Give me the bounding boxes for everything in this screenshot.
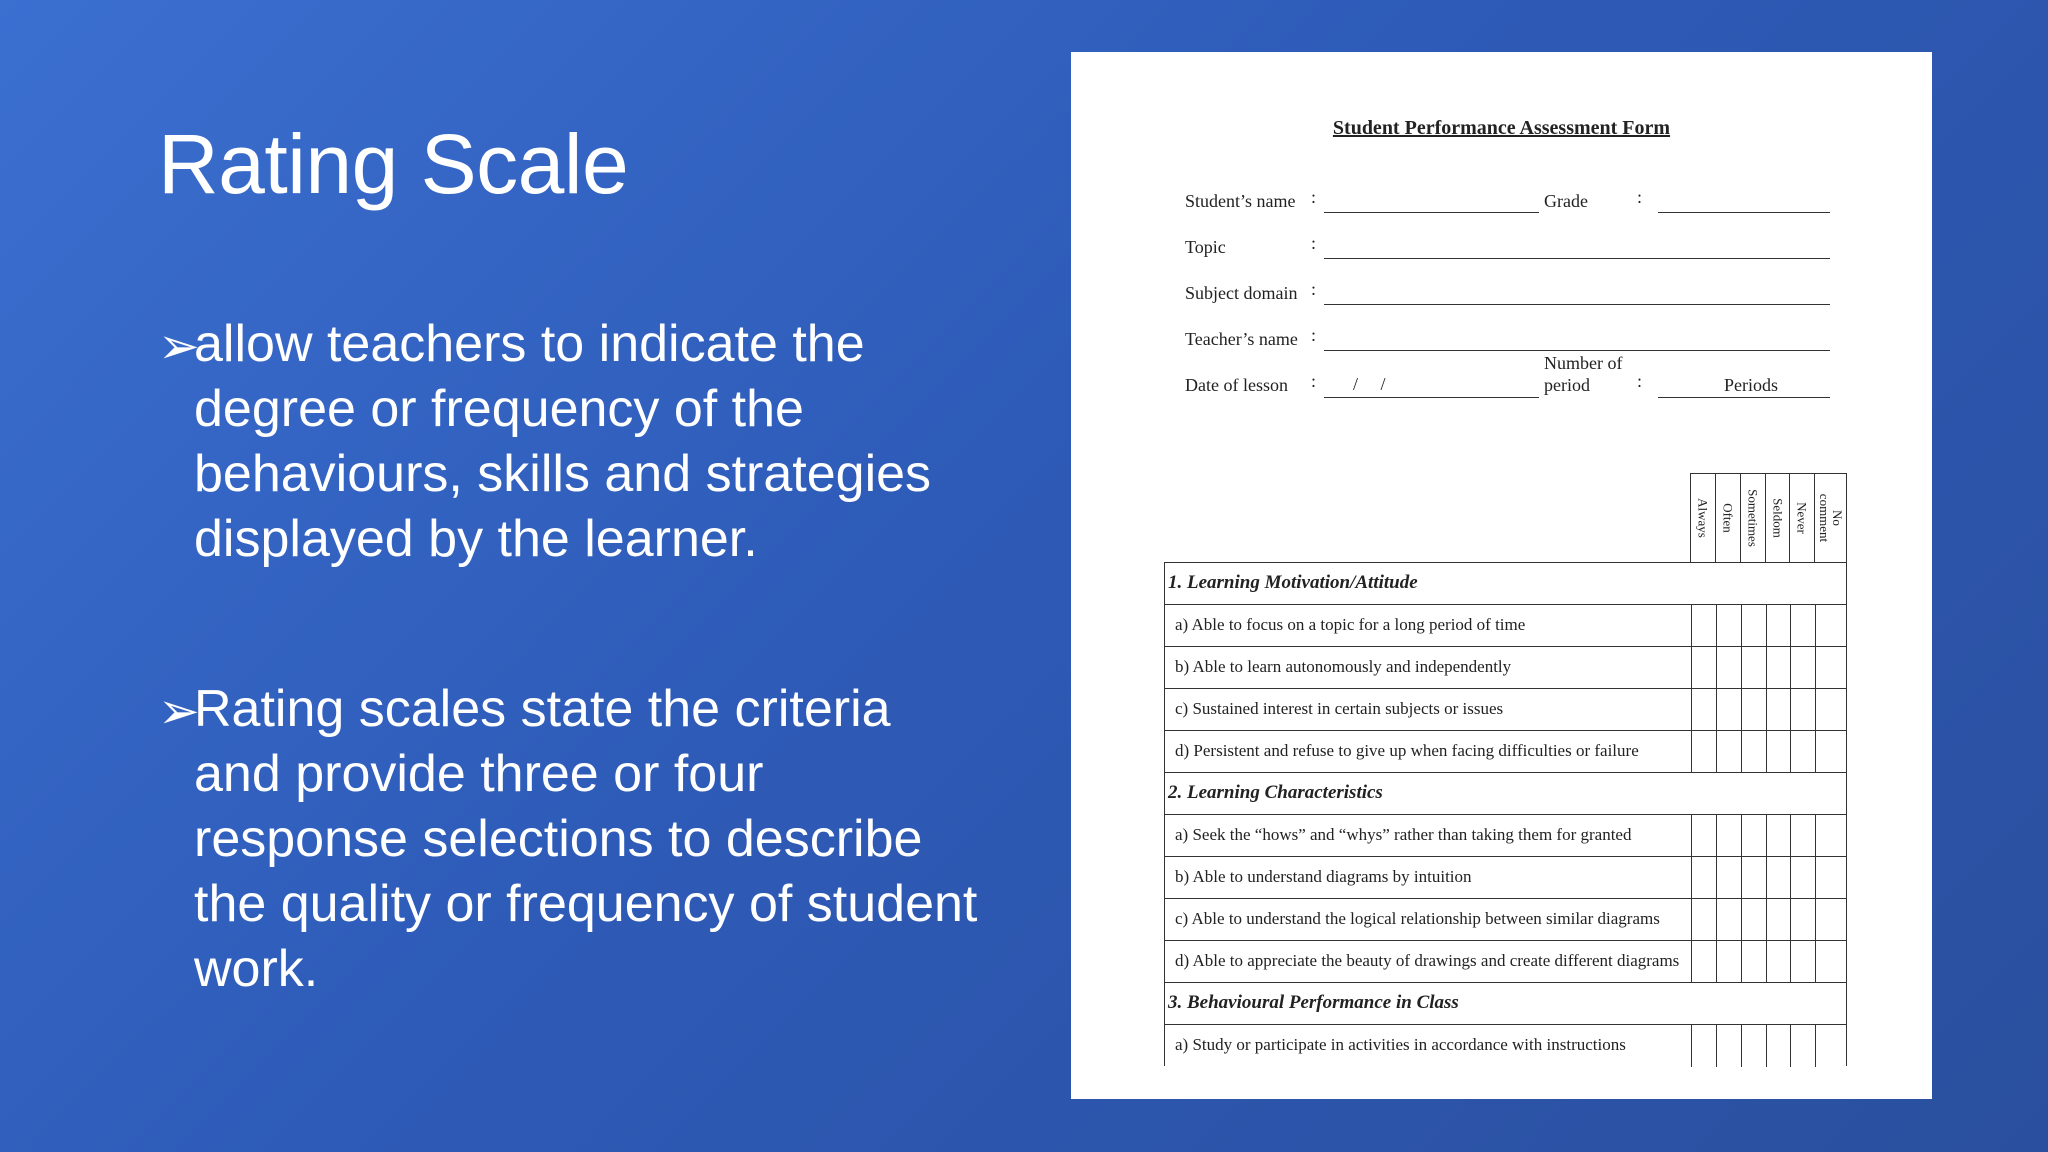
bullet-2-text: Rating scales state the criteria and provide three or four response selections to describe the quality or frequency of student work. xyxy=(194,680,978,998)
rating-cell xyxy=(1766,941,1790,983)
scale-label-seldom: Seldom xyxy=(1770,498,1785,538)
scale-header-cell xyxy=(1815,474,1846,563)
bullet-2 xyxy=(158,677,988,1002)
table-row xyxy=(1164,730,1847,772)
rating-cell xyxy=(1790,1025,1815,1067)
rating-cell xyxy=(1691,647,1716,689)
student-name-line xyxy=(1324,212,1539,213)
rating-cell xyxy=(1741,731,1766,773)
student-name-label: Student’s name xyxy=(1185,191,1296,211)
rating-cell xyxy=(1741,689,1766,731)
rating-cell xyxy=(1691,815,1716,857)
scale-header-cell xyxy=(1741,474,1766,563)
rating-cell xyxy=(1716,1025,1741,1067)
rating-cell xyxy=(1815,1025,1848,1067)
rating-cell xyxy=(1691,689,1716,731)
rating-cell xyxy=(1716,689,1741,731)
rating-cell xyxy=(1815,815,1848,857)
colon: : xyxy=(1311,187,1317,207)
rating-cell xyxy=(1790,647,1815,689)
grade-line xyxy=(1658,212,1830,213)
rating-cell xyxy=(1766,1025,1790,1067)
rating-cell xyxy=(1716,941,1741,983)
criterion-text: b) Able to learn autonomously and independently xyxy=(1175,657,1512,676)
rating-cell xyxy=(1790,857,1815,899)
rating-cell xyxy=(1716,815,1741,857)
rating-cell xyxy=(1815,647,1848,689)
rating-cell xyxy=(1741,857,1766,899)
table-row xyxy=(1164,856,1847,898)
colon: : xyxy=(1311,279,1317,299)
date-value: / / xyxy=(1353,374,1386,394)
rating-cell xyxy=(1716,605,1741,647)
date-line xyxy=(1324,397,1539,398)
section-title: 3. Behavioural Performance in Class xyxy=(1168,992,1459,1013)
rating-cell xyxy=(1766,815,1790,857)
rating-cell xyxy=(1766,647,1790,689)
arrow-bullet-icon: ➢ xyxy=(158,683,200,739)
colon: : xyxy=(1311,325,1317,345)
scale-header-cell xyxy=(1790,474,1815,563)
bullet-1-text: allow teachers to indicate the degree or frequency of the behaviours, skills and strategies displayed by the learner. xyxy=(194,315,932,568)
rating-cell xyxy=(1790,731,1815,773)
assessment-form-image xyxy=(1071,52,1932,1099)
rating-cell xyxy=(1741,1025,1766,1067)
subject-domain-label: Subject domain xyxy=(1185,283,1298,303)
section-title: 2. Learning Characteristics xyxy=(1168,782,1383,803)
rating-cell xyxy=(1815,941,1848,983)
teacher-name-line xyxy=(1324,350,1830,351)
criterion-text: a) Seek the “hows” and “whys” rather than taking them for granted xyxy=(1175,825,1632,844)
teacher-name-label: Teacher’s name xyxy=(1185,329,1298,349)
rating-cell xyxy=(1716,647,1741,689)
criterion-text: c) Sustained interest in certain subjects or issues xyxy=(1175,699,1504,718)
scale-header-cell xyxy=(1766,474,1790,563)
periods-value: Periods xyxy=(1724,375,1778,395)
periods-line xyxy=(1658,397,1830,398)
rating-cell xyxy=(1741,647,1766,689)
criterion-text: d) Able to appreciate the beauty of drawings and create different diagrams xyxy=(1175,951,1680,970)
rating-cell xyxy=(1790,815,1815,857)
scale-label-often: Often xyxy=(1720,503,1736,533)
scale-label-never: Never xyxy=(1794,502,1810,534)
rating-cell xyxy=(1716,857,1741,899)
rating-cell xyxy=(1815,605,1848,647)
subject-domain-line xyxy=(1324,304,1830,305)
section-row xyxy=(1164,982,1847,1024)
rating-cell xyxy=(1691,857,1716,899)
topic-line xyxy=(1324,258,1830,259)
colon: : xyxy=(1637,187,1643,207)
rating-cell xyxy=(1691,899,1716,941)
slide-title: Rating Scale xyxy=(158,117,629,211)
table-row xyxy=(1164,814,1847,856)
scale-label-always: Always xyxy=(1695,498,1711,538)
section-row xyxy=(1164,562,1847,604)
number-of-period-label-2: period xyxy=(1544,375,1590,395)
section-row xyxy=(1164,772,1847,814)
rating-cell xyxy=(1815,689,1848,731)
table-row xyxy=(1164,940,1847,982)
date-of-lesson-label: Date of lesson xyxy=(1185,375,1288,395)
rating-cell xyxy=(1790,899,1815,941)
number-of-period-label-1: Number of xyxy=(1544,353,1623,373)
rating-cell xyxy=(1766,857,1790,899)
scale-header xyxy=(1690,473,1847,562)
topic-label: Topic xyxy=(1185,237,1226,257)
colon: : xyxy=(1637,371,1643,391)
criterion-text: a) Study or participate in activities in accordance with instructions xyxy=(1175,1035,1626,1054)
colon: : xyxy=(1311,371,1317,391)
rating-cell xyxy=(1766,899,1790,941)
rating-cell xyxy=(1790,605,1815,647)
rating-cell xyxy=(1691,731,1716,773)
rating-table xyxy=(1164,422,1847,1054)
colon: : xyxy=(1311,233,1317,253)
rating-cell xyxy=(1716,899,1741,941)
rating-cell xyxy=(1815,731,1848,773)
rating-cell xyxy=(1691,1025,1716,1067)
arrow-bullet-icon: ➢ xyxy=(158,318,200,374)
rating-cell xyxy=(1790,689,1815,731)
rating-cell xyxy=(1691,941,1716,983)
rating-cell xyxy=(1790,941,1815,983)
rating-cell xyxy=(1766,689,1790,731)
section-title: 1. Learning Motivation/Attitude xyxy=(1168,572,1418,593)
grade-label: Grade xyxy=(1544,191,1588,211)
rating-cell xyxy=(1815,899,1848,941)
scale-header-cell xyxy=(1691,474,1716,563)
rating-cell xyxy=(1741,815,1766,857)
criterion-text: b) Able to understand diagrams by intuition xyxy=(1175,867,1472,886)
bullet-1 xyxy=(158,312,988,572)
rating-cell xyxy=(1815,857,1848,899)
criterion-text: a) Able to focus on a topic for a long period of time xyxy=(1175,615,1526,634)
scale-label-no-comment: No comment xyxy=(1816,493,1845,543)
rating-cell xyxy=(1766,605,1790,647)
table-row xyxy=(1164,1024,1847,1066)
scale-label-sometimes: Sometimes xyxy=(1745,489,1761,547)
form-title: Student Performance Assessment Form xyxy=(1332,117,1671,139)
rating-cell xyxy=(1716,731,1741,773)
criterion-text: c) Able to understand the logical relationship between similar diagrams xyxy=(1175,909,1660,928)
rating-cell xyxy=(1766,731,1790,773)
scale-header-cell xyxy=(1716,474,1741,563)
rating-cell xyxy=(1691,605,1716,647)
rating-cell xyxy=(1741,899,1766,941)
criterion-text: d) Persistent and refuse to give up when facing difficulties or failure xyxy=(1175,741,1639,760)
table-row xyxy=(1164,604,1847,646)
table-row xyxy=(1164,688,1847,730)
rating-cell xyxy=(1741,605,1766,647)
table-row xyxy=(1164,898,1847,940)
rating-cell xyxy=(1741,941,1766,983)
table-row xyxy=(1164,646,1847,688)
